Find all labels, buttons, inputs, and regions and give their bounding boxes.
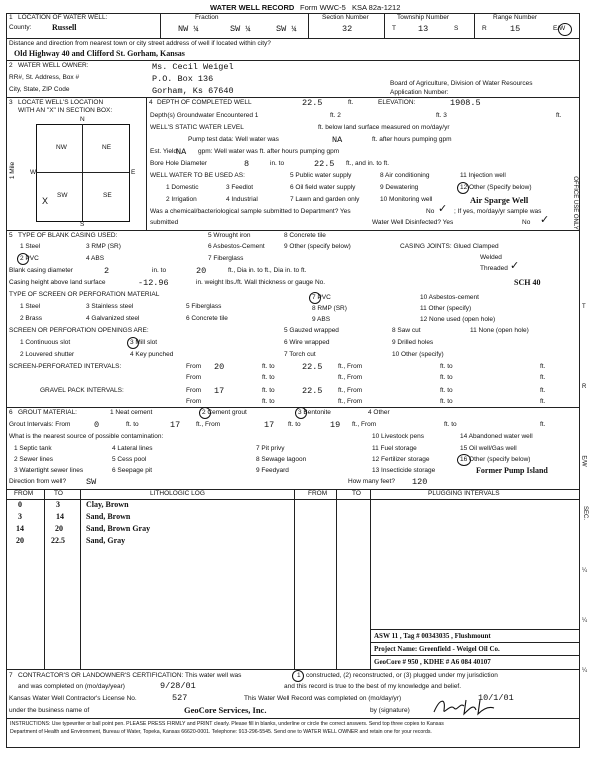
grout-end: ft. xyxy=(540,421,546,428)
instructions-2: Department of Health and Environment, Bureau of Water, Topeka, Kansas 66620-0001. Telephone: 913-296-5545. Send one to WATER WELL OWNER and retain one for your records. xyxy=(10,729,432,735)
opening-8: 8 Saw cut xyxy=(392,327,421,334)
owner-address: P.O. Box 136 xyxy=(152,74,214,84)
office-use-label: OFFICE USE ONLY xyxy=(571,176,578,230)
bore-in: in. to xyxy=(270,160,285,167)
county-label: County: xyxy=(9,24,32,31)
grout-i3: 17 xyxy=(264,420,275,430)
bore-value: 8 xyxy=(244,159,250,169)
gravel-end2: ft. xyxy=(540,398,546,405)
township-value: 13 xyxy=(418,24,429,34)
geocore-kdhe: GeoCore # 950 , KDHE # A6 084 40107 xyxy=(374,658,491,666)
gravel-end: ft. xyxy=(540,387,546,394)
grout-to-2: ft. to xyxy=(288,421,301,428)
s7-num: 7 xyxy=(9,672,13,679)
compass-n: N xyxy=(80,116,85,123)
side-r: R xyxy=(582,384,587,390)
casing-9: 9 Other (specify below) xyxy=(284,243,351,250)
casing-6: 6 Asbestos-Cement xyxy=(208,243,265,250)
use-2: 2 Irrigation xyxy=(166,196,197,203)
yield-rest: gpm: Well water was ft. after hours pumping gpm xyxy=(198,148,340,155)
opening-9: 9 Drilled holes xyxy=(392,339,434,346)
depth-ft: ft. xyxy=(348,99,354,106)
divider xyxy=(6,407,580,408)
use-3: 3 Feedlot xyxy=(226,184,254,191)
compass-w: W xyxy=(30,169,37,176)
screen-10: 10 Asbestos-cement xyxy=(420,294,479,301)
s1-label: LOCATION OF WATER WELL: xyxy=(18,14,108,21)
use-other-value: Air Sparge Well xyxy=(470,195,529,205)
use-5: 5 Public water supply xyxy=(290,172,352,179)
divider xyxy=(294,489,295,669)
section-box xyxy=(36,124,130,222)
chem-question: Was a chemical/bacteriological sample submitted to Department? Yes xyxy=(150,208,351,215)
log-h-lith: LITHOLOGIC LOG xyxy=(150,490,205,497)
use-10: 10 Monitoring well xyxy=(380,196,433,203)
gw-label: Depth(s) Groundwater Encountered 1 xyxy=(150,112,259,119)
form-number: Form WWC-5 xyxy=(300,3,346,12)
record-label: This Water Well Record was completed on (mo/day/yr) xyxy=(244,695,402,702)
county-value: Russell xyxy=(52,23,77,32)
bore-to: 22.5 xyxy=(314,159,335,169)
source-6: 6 Seepage pit xyxy=(112,467,153,474)
casing-2-circle xyxy=(17,253,29,265)
depth-label: DEPTH OF COMPLETED WELL xyxy=(157,99,252,106)
compass-e: E xyxy=(131,169,136,176)
log-from: 0 xyxy=(18,500,22,509)
perf-end: ft. xyxy=(540,363,546,370)
quad-sw: SW xyxy=(57,192,68,199)
static-rest: ft. below land surface measured on mo/day/yr xyxy=(318,124,450,131)
log-h-from: FROM xyxy=(14,490,34,497)
cert-label: CONTRACTOR'S OR LANDOWNER'S CERTIFICATION: This water well was xyxy=(18,672,242,679)
use-8: 8 Air conditioning xyxy=(380,172,430,179)
gravel-from3: ft., From xyxy=(338,398,363,405)
s2-label: WATER WELL OWNER: xyxy=(18,62,89,69)
perf-to3: ft. to xyxy=(440,374,453,381)
s1-num: 1 xyxy=(9,14,13,21)
quarter-3: SW ¼ xyxy=(276,24,297,34)
opening-1: 1 Continuous slot xyxy=(20,339,71,346)
divider xyxy=(308,13,309,38)
grout-2-circle xyxy=(199,407,211,419)
divider xyxy=(6,230,580,231)
source-4: 4 Lateral lines xyxy=(112,445,153,452)
side-sec: SEC. xyxy=(582,505,589,521)
side-q2: ¼ xyxy=(582,618,588,624)
perf-label: SCREEN-PERFORATED INTERVALS: xyxy=(9,363,122,370)
divider xyxy=(44,489,45,669)
quad-se: SE xyxy=(103,192,112,199)
asw-tag: ASW 11 , Tag # 00343035 , Flushmount xyxy=(374,632,491,640)
use-label: WELL WATER TO BE USED AS: xyxy=(150,172,245,179)
log-desc: Clay, Brown xyxy=(86,500,129,509)
cert-label-2: constructed, (2) reconstructed, or (3) plugged under my jurisdiction xyxy=(306,672,498,679)
side-t: T xyxy=(582,304,586,310)
s4-num: 4 xyxy=(149,99,153,106)
pump-rest: ft. after hours pumping gpm xyxy=(372,136,452,143)
log-to: 14 xyxy=(56,512,64,521)
gravel-label: GRAVEL PACK INTERVALS: xyxy=(40,387,124,394)
screen-label: TYPE OF SCREEN OR PERFORATION MATERIAL xyxy=(9,291,160,298)
opening-3-circle xyxy=(127,337,139,349)
cert-one-circle xyxy=(292,670,304,682)
gw-2: ft. 2 xyxy=(330,112,341,119)
ksa-ref: KSA 82a-1212 xyxy=(352,3,401,12)
chem-rest: ; If yes, mo/day/yr sample was xyxy=(454,208,542,215)
divider xyxy=(370,655,580,656)
diam-label: Blank casing diameter xyxy=(9,267,73,274)
s3-label1: LOCATE WELL'S LOCATION xyxy=(18,99,104,106)
range-r: R xyxy=(482,25,487,32)
casing-4: 4 ABS xyxy=(86,255,105,262)
divider xyxy=(146,97,147,230)
grout-label: GROUT MATERIAL: xyxy=(18,409,77,416)
divider xyxy=(6,38,580,39)
divider xyxy=(6,669,580,670)
township-dir: S xyxy=(454,25,459,32)
grout-4: 4 Other xyxy=(368,409,390,416)
feet-value: 120 xyxy=(412,477,428,487)
source-16-circle xyxy=(457,454,471,466)
screen-3: 3 Stainless steel xyxy=(86,303,134,310)
divider xyxy=(6,60,580,61)
grout-int-label: Grout Intervals: From xyxy=(9,421,71,428)
source-14: 14 Abandoned water well xyxy=(460,433,533,440)
grout-from-2: ft., From xyxy=(196,421,221,428)
source-16: 16 Other (specify below) xyxy=(460,456,531,463)
source-10: 10 Livestock pens xyxy=(372,433,425,440)
log-to: 22.5 xyxy=(51,536,65,545)
gw-3: ft. 3 xyxy=(436,112,447,119)
grout-to-1: ft. to xyxy=(126,421,139,428)
diam-rest: ft., Dia in. to ft., Dia in. to ft. xyxy=(228,267,307,274)
log-h-to: TO xyxy=(54,490,63,497)
perf-to-label-2: ft. to xyxy=(262,374,275,381)
casing-8: 8 Concrete tile xyxy=(284,232,326,239)
bore-label: Bore Hole Diameter xyxy=(150,160,208,167)
source-13: 13 Insecticide storage xyxy=(372,467,436,474)
distance-label: Distance and direction from nearest town or city street address of well if located within city? xyxy=(9,40,271,47)
section-label: Section Number xyxy=(322,14,369,21)
grout-from-3: ft., From xyxy=(352,421,377,428)
chem-no: No xyxy=(426,208,435,215)
instructions-1: INSTRUCTIONS: Use typewriter or ball point pen. PLEASE PRESS FIRMLY and PRINT clearly. Please fill in blanks, underline or circle the correct answers. Send top three copies to Kansas xyxy=(10,721,444,727)
use-7: 7 Lawn and garden only xyxy=(290,196,360,203)
signature xyxy=(430,696,500,718)
township-label: Township Number xyxy=(397,14,450,21)
completed-label: and was completed on (mo/day/year) xyxy=(18,683,125,690)
log-from: 20 xyxy=(16,536,24,545)
divider xyxy=(6,718,580,719)
pump-label: Pump test data: Well water was xyxy=(188,136,279,143)
frame-left xyxy=(6,13,7,748)
gravel-from: 17 xyxy=(214,386,225,396)
side-q3: ¼ xyxy=(582,668,588,674)
frame-right xyxy=(579,13,580,748)
feet-label: How many feet? xyxy=(348,478,395,485)
elevation-label: ELEVATION: xyxy=(378,99,416,106)
source-3: 3 Watertight sewer lines xyxy=(14,467,84,474)
perf-to-label: ft. to xyxy=(262,363,275,370)
source-label: What is the nearest source of possible contamination: xyxy=(9,433,164,440)
board-label: Board of Agriculture, Division of Water Resources xyxy=(390,80,533,87)
grout-3-circle xyxy=(295,407,307,419)
well-x-mark: X xyxy=(42,196,49,206)
divider xyxy=(160,13,161,38)
quad-ne: NE xyxy=(102,144,112,151)
signature-label: by (signature) xyxy=(370,707,410,714)
welded-label: Welded xyxy=(480,254,502,261)
source-15: 15 Oil well/Gas well xyxy=(460,445,517,452)
source-2: 2 Sewer lines xyxy=(14,456,54,463)
opening-7: 7 Torch cut xyxy=(284,351,316,358)
diam-value: 2 xyxy=(104,266,110,276)
gravel-from-label-2: From xyxy=(186,398,202,405)
source-5: 5 Cess pool xyxy=(112,456,147,463)
gw-4: ft. xyxy=(556,112,562,119)
source-1: 1 Septic tank xyxy=(14,445,52,452)
perf-to: 22.5 xyxy=(302,362,323,372)
check-icon: ✓ xyxy=(540,214,550,226)
direction-value: SW xyxy=(86,477,97,487)
use-11: 11 Injection well xyxy=(460,172,506,179)
frame-bottom xyxy=(6,747,580,748)
perf-from2: ft., From xyxy=(338,363,363,370)
joints-label: CASING JOINTS: Glued Clamped xyxy=(400,243,499,250)
pump-value: NA xyxy=(332,135,343,145)
diam-in: in. to xyxy=(152,267,167,274)
divider xyxy=(370,642,580,643)
grout-2: 2 Cement grout xyxy=(202,409,247,416)
yield-value: NA xyxy=(176,147,187,157)
quarter-2: SW ¼ xyxy=(230,24,251,34)
use-1: 1 Domestic xyxy=(166,184,199,191)
perf-from: 20 xyxy=(214,362,225,372)
s3-label2: WITH AN "X" IN SECTION BOX: xyxy=(18,107,113,114)
quad-nw: NW xyxy=(56,144,67,151)
business-label: under the business name of xyxy=(9,707,90,714)
grout-3: 3 Bentonite xyxy=(298,409,331,416)
height-rest: in. weight lbs./ft. Wall thickness or gauge No. xyxy=(196,279,326,286)
gravel-to2: ft. to xyxy=(440,387,453,394)
elevation-value: 1908.5 xyxy=(450,98,481,108)
divider xyxy=(384,13,385,38)
yield-label: Est. Yield xyxy=(150,148,178,155)
perf-from3: ft., From xyxy=(338,374,363,381)
opening-3: 3 Mill slot xyxy=(130,339,158,346)
license-label: Kansas Water Well Contractor's License No. xyxy=(9,695,137,702)
log-to: 3 xyxy=(56,500,60,509)
s6-num: 6 xyxy=(9,409,13,416)
completed-date: 9/28/01 xyxy=(160,681,196,691)
application-label: Application Number: xyxy=(390,89,449,96)
side-ew: E/W xyxy=(580,455,587,467)
screen-9: 9 ABS xyxy=(312,316,331,323)
height-label: Casing height above land surface xyxy=(9,279,106,286)
log-desc: Sand, Brown Gray xyxy=(86,524,151,533)
perf-from-label: From xyxy=(186,363,202,370)
threaded-label: Threaded xyxy=(480,265,508,272)
grout-to-3: ft. to xyxy=(444,421,457,428)
divider xyxy=(370,629,580,630)
divider xyxy=(474,13,475,38)
source-12: 12 Fertilizer storage xyxy=(372,456,430,463)
casing-1: 1 Steel xyxy=(20,243,41,250)
s3-num: 3 xyxy=(9,99,13,106)
screen-12: 12 None used (open hole) xyxy=(420,316,496,323)
grout-i1: 0 xyxy=(94,420,100,430)
log-to: 20 xyxy=(55,524,63,533)
log-desc: Sand, Brown xyxy=(86,512,131,521)
screen-7-circle xyxy=(309,292,321,304)
distance-value: Old Highway 40 and Clifford St. Gorham, Kansas xyxy=(14,49,185,58)
casing-7: 7 Fiberglass xyxy=(208,255,244,262)
divider xyxy=(80,489,81,669)
perf-to2: ft. to xyxy=(440,363,453,370)
owner-name: Ms. Cecil Weigel xyxy=(152,62,234,72)
project-name: Project Name: Greenfield - Weigel Oil Co. xyxy=(374,645,500,653)
depth-value: 22.5 xyxy=(302,98,323,108)
use-4: 4 Industrial xyxy=(226,196,258,203)
casing-3: 3 RMP (SR) xyxy=(86,243,121,250)
log-from: 14 xyxy=(16,524,24,533)
city-label: City, State, ZIP Code xyxy=(9,86,70,93)
side-q1: ¼ xyxy=(582,568,588,574)
source-11: 11 Fuel storage xyxy=(372,445,417,452)
township-t: T xyxy=(392,25,396,32)
screen-1: 1 Steel xyxy=(20,303,41,310)
cert-one: 1 xyxy=(297,672,301,679)
gravel-to3: ft. to xyxy=(440,398,453,405)
divider xyxy=(6,97,580,98)
s5-num: 5 xyxy=(9,232,13,239)
opening-2: 2 Louvered shutter xyxy=(20,351,75,358)
range-dir: E/W xyxy=(553,25,566,32)
log-h-plug: PLUGGING INTERVALS xyxy=(428,490,500,497)
gauge-value: SCH 40 xyxy=(514,278,541,287)
fraction-label: Fraction xyxy=(195,14,219,21)
source-7: 7 Pit privy xyxy=(256,445,285,452)
check-icon: ✓ xyxy=(438,203,448,215)
range-value: 15 xyxy=(510,24,521,34)
use-12-circle xyxy=(457,182,469,194)
range-w-circle xyxy=(558,23,572,36)
divider xyxy=(36,172,129,173)
compass-s: S xyxy=(80,221,85,228)
casing-2: 2 PVC xyxy=(20,255,39,262)
screen-8: 8 RMP (SR) xyxy=(312,305,347,312)
opening-6: 6 Wire wrapped xyxy=(284,339,330,346)
disinfected-no: No xyxy=(522,219,531,226)
check-icon: ✓ xyxy=(510,260,520,272)
s5-label: TYPE OF BLANK CASING USED: xyxy=(18,232,118,239)
use-9: 9 Dewatering xyxy=(380,184,419,191)
height-value: -12.96 xyxy=(138,278,169,288)
gravel-to-label: ft. to xyxy=(262,387,275,394)
opening-4: 4 Key punched xyxy=(130,351,174,358)
addr-label: RR#, St. Address, Box # xyxy=(9,74,80,81)
use-6: 6 Oil field water supply xyxy=(290,184,356,191)
openings-label: SCREEN OR PERFORATION OPENINGS ARE: xyxy=(9,327,149,334)
opening-5: 5 Gauzed wrapped xyxy=(284,327,339,334)
record-date: 10/1/01 xyxy=(478,693,514,703)
log-desc: Sand, Gray xyxy=(86,536,126,545)
gravel-to-label-2: ft. to xyxy=(262,398,275,405)
screen-11: 11 Other (specify) xyxy=(420,305,472,312)
section-value: 32 xyxy=(342,24,353,34)
use-12: 12 Other (Specify below) xyxy=(460,184,532,191)
source-9: 9 Feedyard xyxy=(256,467,289,474)
divider xyxy=(336,489,337,669)
disinfected-label: Water Well Disinfected? Yes xyxy=(372,219,454,226)
quarter-1: NW ¼ xyxy=(178,24,199,34)
submitted-label: submitted xyxy=(150,219,179,226)
form-title: WATER WELL RECORD xyxy=(210,3,295,12)
screen-6: 6 Concrete tile xyxy=(186,315,228,322)
screen-5: 5 Fiberglass xyxy=(186,303,222,310)
screen-4: 4 Galvanized steel xyxy=(86,315,140,322)
casing-5: 5 Wrought iron xyxy=(208,232,251,239)
business-name: GeoCore Services, Inc. xyxy=(184,705,267,715)
perf-end2: ft. xyxy=(540,374,546,381)
range-label: Range Number xyxy=(493,14,538,21)
gravel-from-label: From xyxy=(186,387,202,394)
opening-11: 11 None (open hole) xyxy=(470,327,529,334)
screen-2: 2 Brass xyxy=(20,315,43,322)
mile-label: 1 Mile xyxy=(9,161,17,180)
source-8: 8 Sewage lagoon xyxy=(256,456,307,463)
direction-label: Direction from well? xyxy=(9,478,67,485)
log-h-from2: FROM xyxy=(308,490,328,497)
opening-10: 10 Other (specify) xyxy=(392,351,444,358)
gravel-from2: ft., From xyxy=(338,387,363,394)
source-other-value: Former Pump Island xyxy=(476,466,548,475)
diam-to: 20 xyxy=(196,266,207,276)
license-number: 527 xyxy=(172,693,188,703)
s2-num: 2 xyxy=(9,62,13,69)
true-label: and this record is true to the best of my knowledge and belief. xyxy=(284,683,462,690)
gravel-to: 22.5 xyxy=(302,386,323,396)
grout-1: 1 Neat cement xyxy=(110,409,153,416)
grout-i2: 17 xyxy=(170,420,181,430)
log-from: 3 xyxy=(18,512,22,521)
screen-7: 7 PVC xyxy=(312,294,331,301)
perf-from-label-2: From xyxy=(186,374,202,381)
grout-i4: 19 xyxy=(330,420,341,430)
owner-city: Gorham, Ks 67640 xyxy=(152,86,234,96)
log-h-to2: TO xyxy=(352,490,361,497)
static-label: WELL'S STATIC WATER LEVEL xyxy=(150,124,244,131)
bore-rest: ft., and in. to ft. xyxy=(346,160,389,167)
